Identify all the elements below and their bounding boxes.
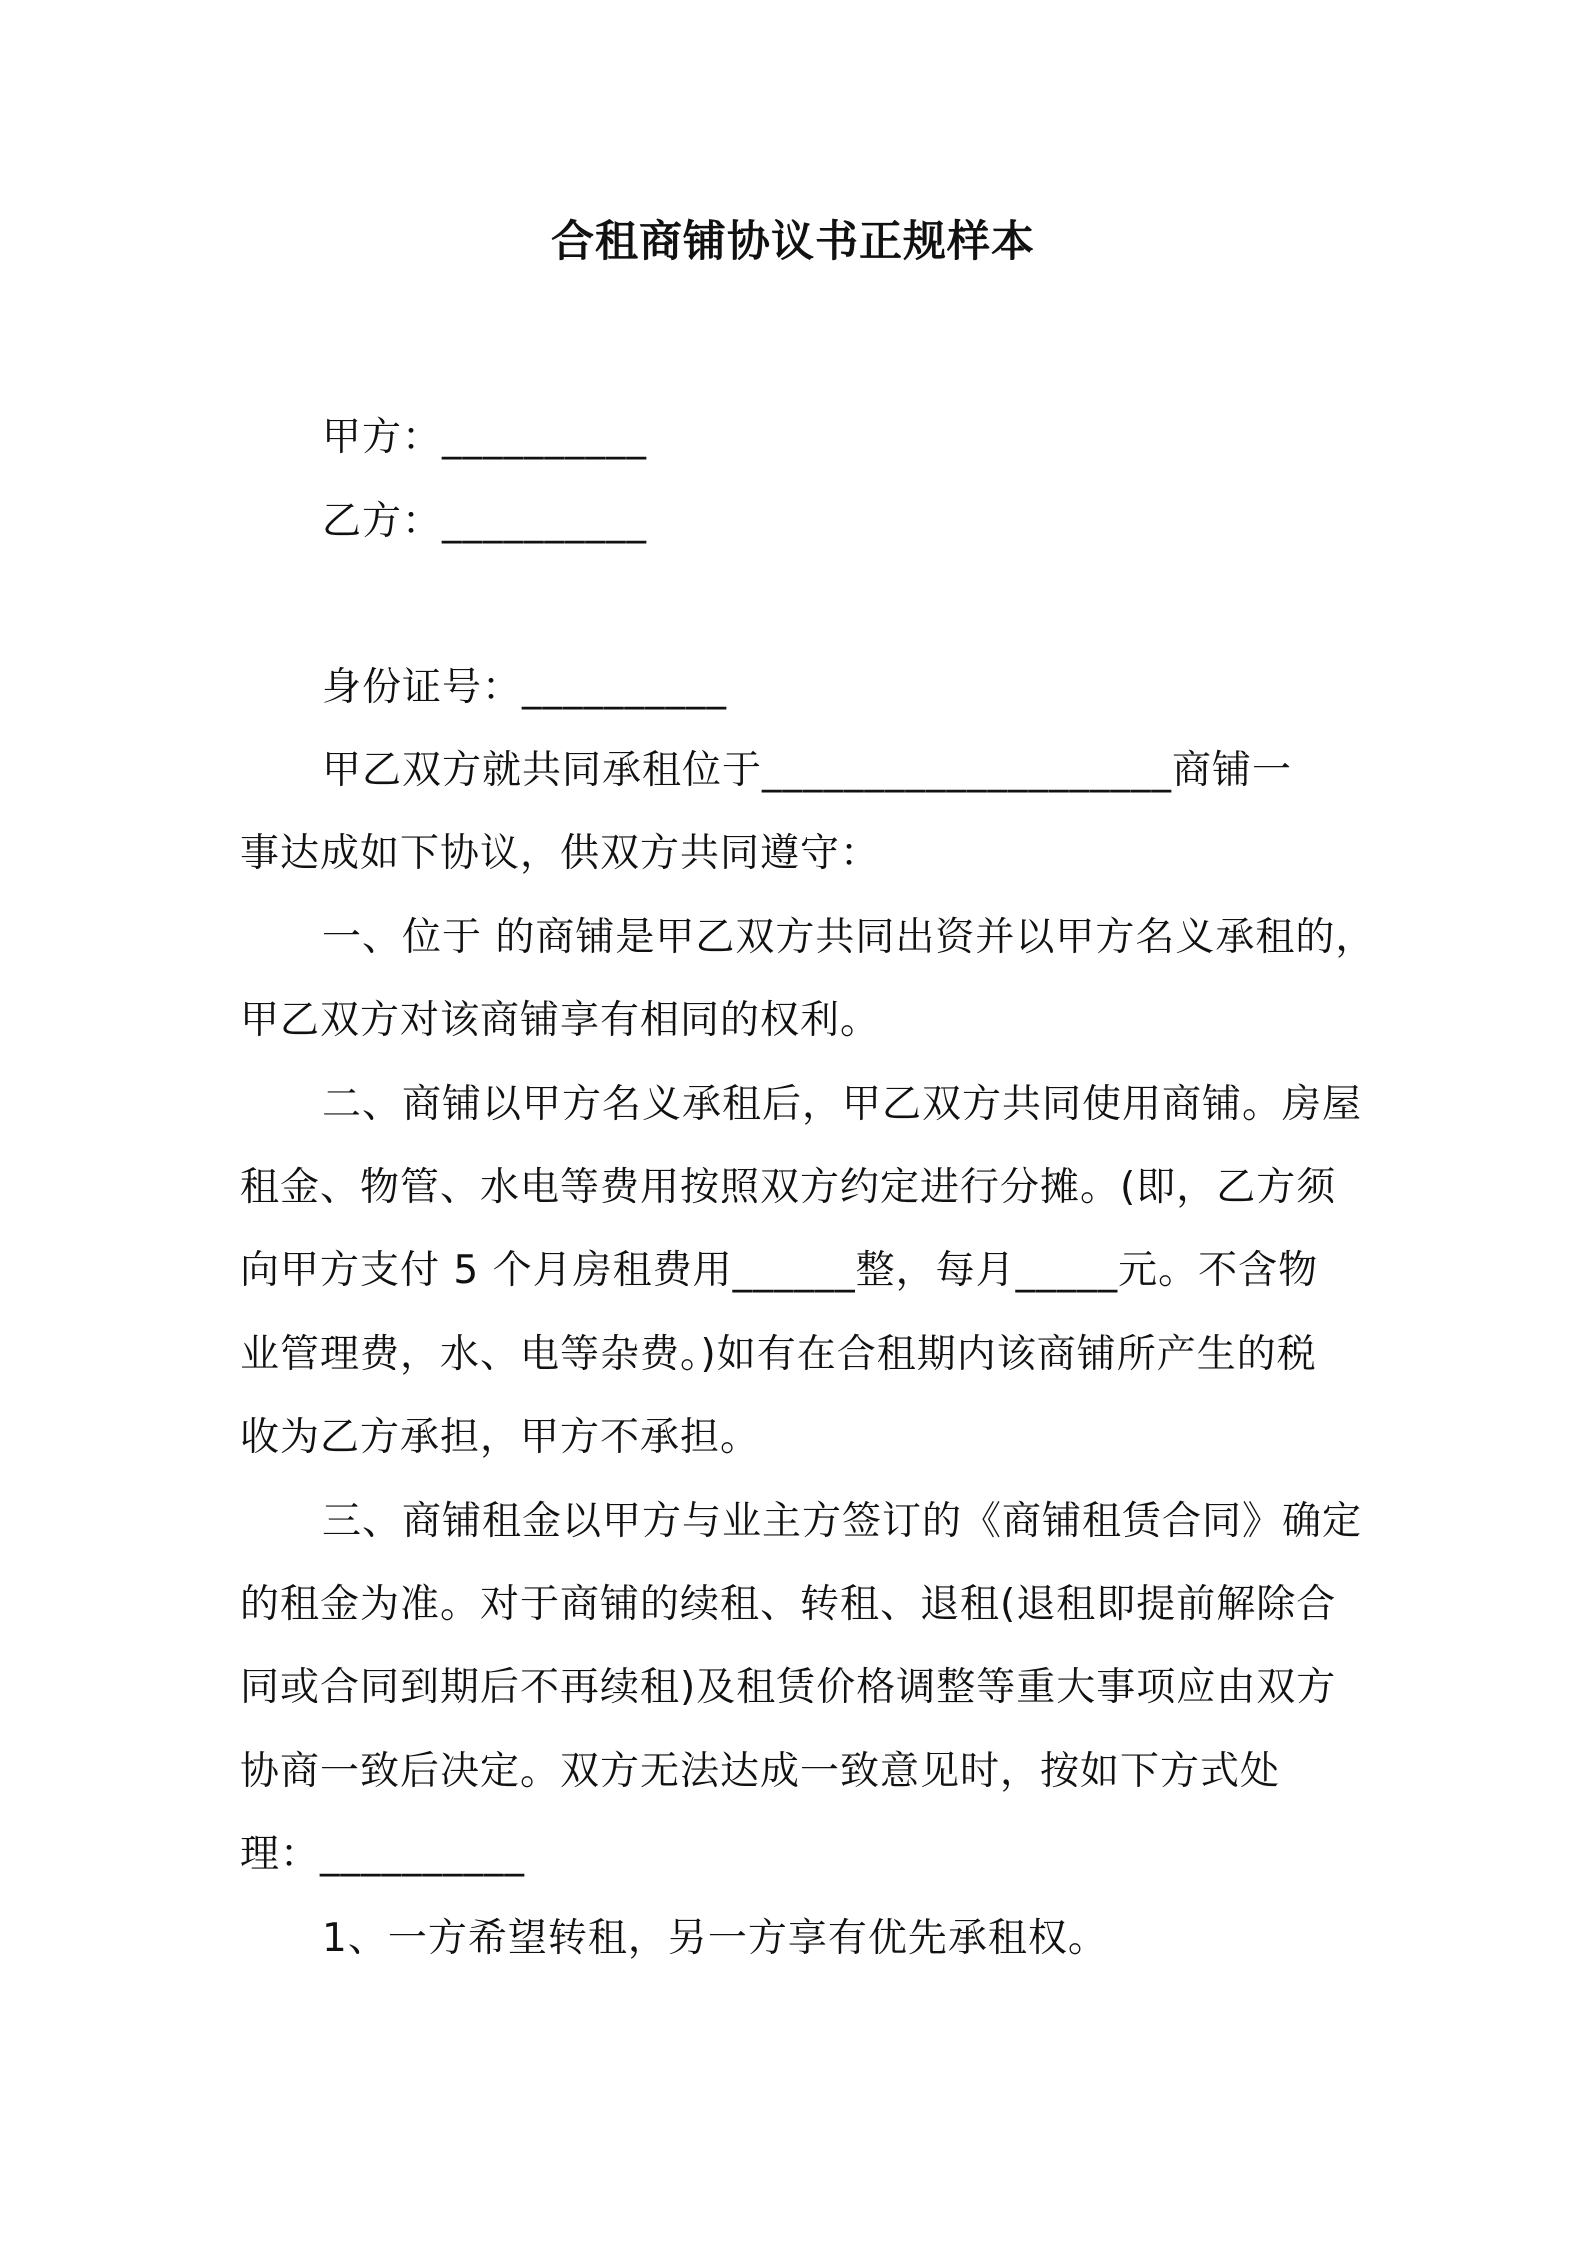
party-b-line: 乙方：__________ (322, 499, 648, 544)
clause-1-line-1: 一、位于 的商铺是甲乙双方共同出资并以甲方名义承租的， (322, 915, 1376, 960)
clause-3-line-5: 理：__________ (240, 1832, 526, 1877)
party-a-line: 甲方：__________ (322, 415, 648, 460)
clause-3-line-1: 三、商铺租金以甲方与业主方签订的《商铺租赁合同》确定 (322, 1499, 1363, 1544)
clause-2-line-1: 二、商铺以甲方名义承租后，甲乙双方共同使用商铺。房屋 (322, 1082, 1363, 1127)
clause-3-line-4: 协商一致后决定。双方无法达成一致意见时，按如下方式处 (240, 1749, 1281, 1794)
clause-3-line-2: 的租金为准。对于商铺的续租、转租、退租(退租即提前解除合 (240, 1582, 1337, 1627)
body-line-2: 事达成如下协议，供双方共同遵守： (240, 831, 881, 876)
clause-1-line-2: 甲乙双方对该商铺享有相同的权利。 (240, 998, 881, 1043)
clause-2-line-3: 向甲方支付 5 个月房租费用______整，每月_____元。不含物 (240, 1248, 1319, 1293)
clause-2-line-2: 租金、物管、水电等费用按照双方约定进行分摊。(即，乙方须 (240, 1165, 1337, 1210)
body-line-1: 甲乙双方就共同承租位于____________________商铺一 (322, 748, 1293, 793)
id-number-line: 身份证号：__________ (322, 665, 728, 710)
clause-2-line-5: 收为乙方承担，甲方不承担。 (240, 1415, 761, 1460)
clause-3-line-3: 同或合同到期后不再续租)及租赁价格调整等重大事项应由双方 (240, 1665, 1337, 1710)
sub-clause-1: 1、一方希望转租，另一方享有优先承租权。 (322, 1916, 1108, 1961)
clause-2-line-4: 业管理费，水、电等杂费。)如有在合租期内该商铺所产生的税 (240, 1332, 1317, 1377)
document-title: 合租商铺协议书正规样本 (551, 217, 1035, 267)
